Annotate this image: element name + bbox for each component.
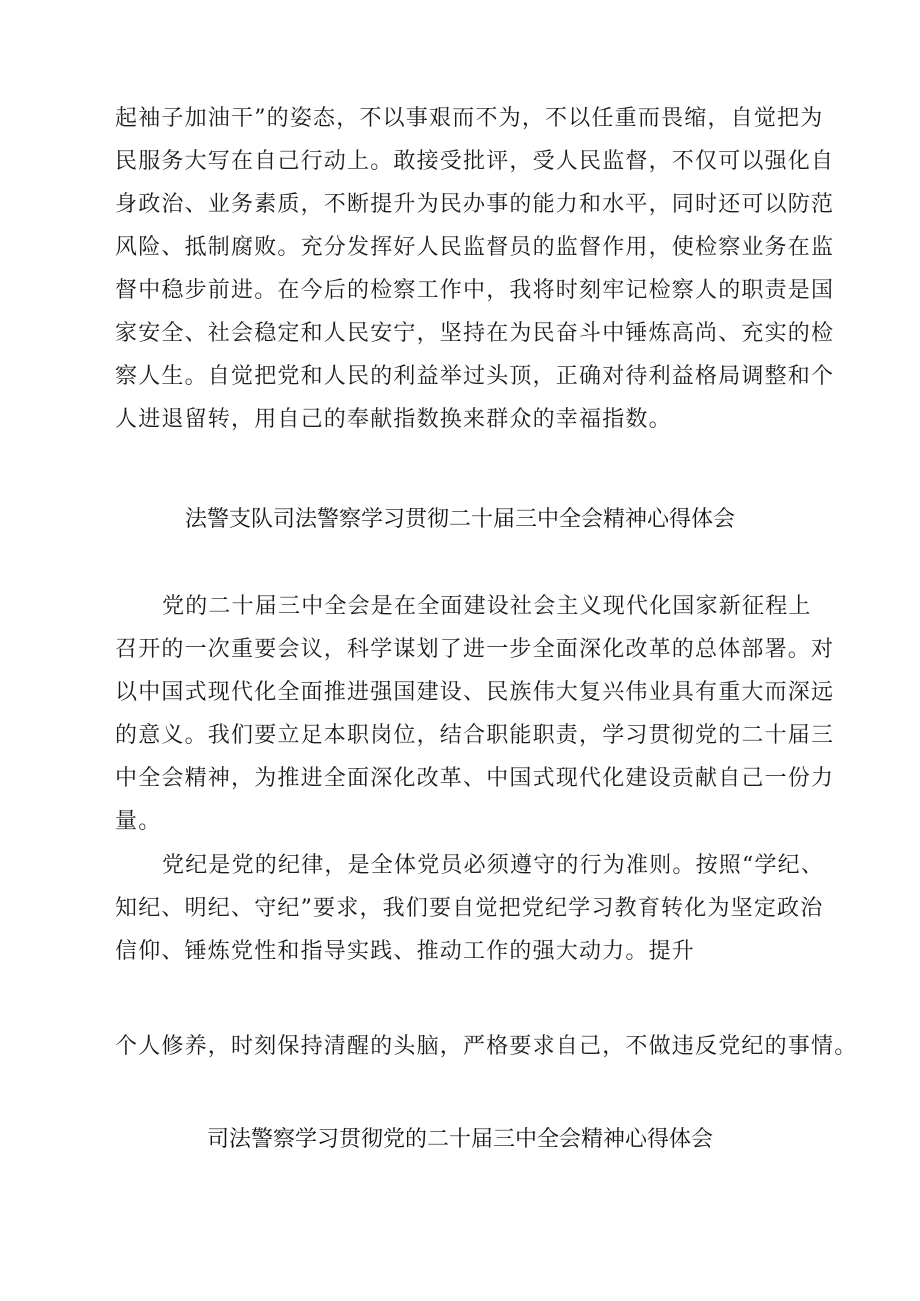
body-line: 信仰、锤炼党性和指导实践、推动工作的强大动力。提升: [115, 939, 696, 964]
section-title: 司法警察学习贯彻党的二十届三中全会精神心得体会: [206, 1127, 713, 1152]
body-line: 个人修养，时刻保持清醒的头脑，严格要求自己，不做违反党纪的事情。: [115, 1034, 858, 1059]
body-line: 察人生。自觉把党和人民的利益举过头顶，正确对待利益格局调整和个: [115, 364, 835, 389]
paragraph-first-line: 党的二十届三中全会是在全面建设社会主义现代化国家新征程上: [162, 594, 812, 619]
body-line: 召开的一次重要会议，科学谋划了进一步全面深化改革的总体部署。对: [115, 637, 835, 662]
body-line: 量。: [115, 809, 162, 834]
body-line: 的意义。我们要立足本职岗位，结合职能职责，学习贯彻党的二十届三: [115, 723, 835, 748]
body-line: 身政治、业务素质，不断提升为民办事的能力和水平，同时还可以防范: [115, 192, 835, 217]
section-title: 法警支队司法警察学习贯彻二十届三中全会精神心得体会: [184, 507, 735, 532]
body-line: 风险、抵制腐败。充分发挥好人民监督员的监督作用，使检察业务在监: [115, 235, 835, 260]
body-line: 中全会精神，为推进全面深化改革、中国式现代化建设贡献自己一份力: [115, 766, 835, 791]
body-line: 知纪、明纪、守纪”要求，我们要自觉把党纪学习教育转化为坚定政治: [115, 896, 824, 921]
body-line: 督中稳步前进。在今后的检察工作中，我将时刻牢记检察人的职责是国: [115, 278, 835, 303]
body-line: 家安全、社会稳定和人民安宁，坚持在为民奋斗中锤炼高尚、充实的检: [115, 321, 835, 346]
body-line: 民服务大写在自己行动上。敢接受批评，受人民监督，不仅可以强化自: [115, 149, 835, 174]
paragraph-first-line: 党纪是党的纪律，是全体党员必须遵守的行为准则。按照“学纪、: [162, 853, 825, 878]
body-line: 人进退留转，用自己的奉献指数换来群众的幸福指数。: [115, 407, 672, 432]
body-line: 以中国式现代化全面推进强国建设、民族伟大复兴伟业具有重大而深远: [115, 680, 835, 705]
body-line: 起袖子加油干”的姿态，不以事艰而不为，不以任重而畏缩，自觉把为: [115, 106, 824, 131]
